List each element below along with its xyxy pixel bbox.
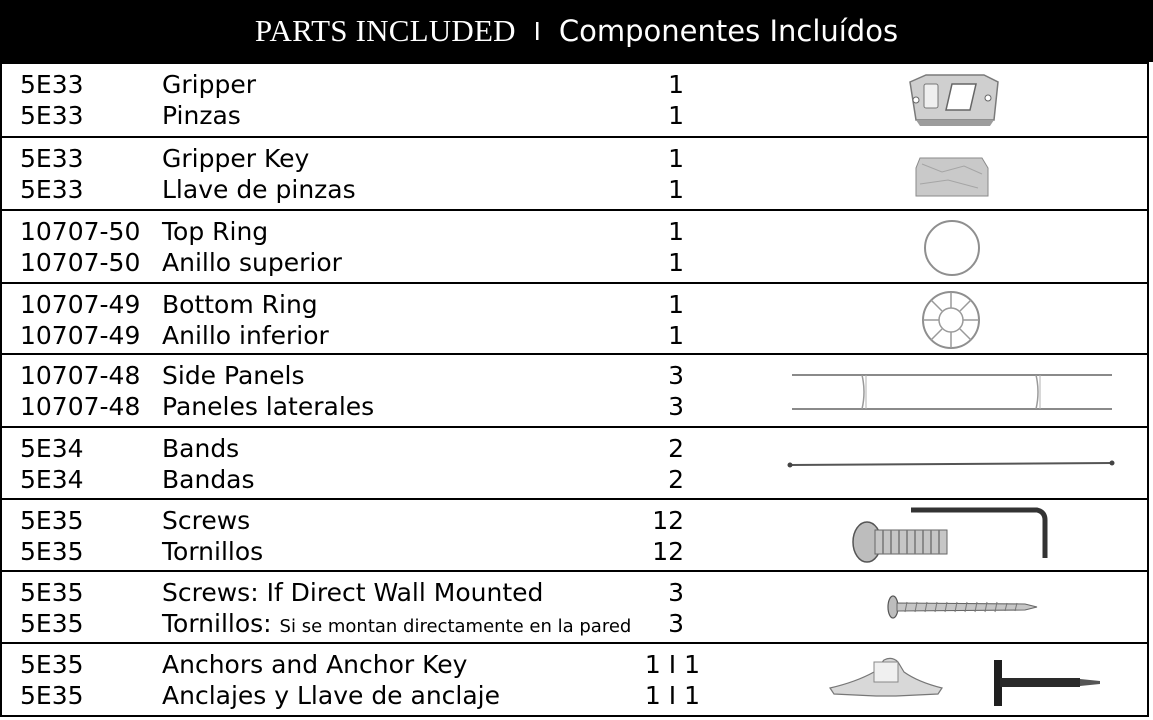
part-qty: 1 <box>668 175 684 204</box>
part-code: 5E35 <box>20 578 84 607</box>
table-row <box>0 62 1149 136</box>
part-code: 5E35 <box>20 681 84 710</box>
part-qty: 1 <box>668 248 684 277</box>
anchors-and-anchor-key-illustration <box>826 652 1106 714</box>
side-panels-illustration <box>790 367 1115 417</box>
screws-and-hex-key-illustration <box>845 504 1055 568</box>
part-name-en: Screws <box>162 506 251 535</box>
part-code: 10707-49 <box>20 321 141 350</box>
part-name-en: Screws: If Direct Wall Mounted <box>162 578 544 607</box>
table-row <box>0 353 1149 426</box>
part-qty: 1 <box>668 144 684 173</box>
part-qty: 1 <box>668 217 684 246</box>
part-code: 5E35 <box>20 506 84 535</box>
part-code: 5E33 <box>20 144 84 173</box>
table-row <box>0 570 1149 642</box>
part-qty: 1 I 1 <box>644 681 700 710</box>
part-name-es: Anclajes y Llave de anclaje <box>162 681 501 710</box>
part-code: 5E34 <box>20 465 84 494</box>
part-qty: 12 <box>652 537 684 566</box>
part-code: 5E35 <box>20 609 84 638</box>
part-name-es <box>162 609 631 642</box>
part-name-es: Llave de pinzas <box>162 175 356 204</box>
part-name-en: Bottom Ring <box>162 290 318 319</box>
part-name-es-label: Tornillos: <box>162 609 272 638</box>
header-title-en: PARTS INCLUDED <box>254 13 516 48</box>
table-row <box>0 426 1149 498</box>
table-header <box>0 0 1153 62</box>
part-name-en: Bands <box>162 434 240 463</box>
part-code: 5E33 <box>20 175 84 204</box>
part-name-es: Pinzas <box>162 101 241 130</box>
part-qty: 1 <box>668 101 684 130</box>
part-code: 5E33 <box>20 70 84 99</box>
part-name-es: Anillo inferior <box>162 321 329 350</box>
part-name-en: Gripper <box>162 70 256 99</box>
part-qty: 3 <box>668 609 684 638</box>
part-name-es: Bandas <box>162 465 255 494</box>
wall-screw-illustration <box>885 592 1041 622</box>
part-name-en: Anchors and Anchor Key <box>162 650 468 679</box>
part-name-es-note: Si se montan directamente en la pared <box>279 616 632 637</box>
part-code: 10707-50 <box>20 217 141 246</box>
part-qty: 1 I 1 <box>644 650 700 679</box>
part-qty: 1 <box>668 290 684 319</box>
gripper-illustration <box>900 70 1010 132</box>
part-name-es: Tornillos <box>162 537 264 566</box>
part-code: 5E35 <box>20 537 84 566</box>
part-code: 10707-48 <box>20 392 141 421</box>
part-code: 10707-48 <box>20 361 141 390</box>
part-qty: 2 <box>668 434 684 463</box>
table-row <box>0 209 1149 282</box>
part-name-es: Paneles laterales <box>162 392 375 421</box>
part-code: 10707-50 <box>20 248 141 277</box>
table-row <box>0 642 1149 717</box>
table-row <box>0 136 1149 209</box>
part-code: 5E33 <box>20 101 84 130</box>
top-ring-illustration <box>920 217 984 279</box>
part-qty: 1 <box>668 70 684 99</box>
gripper-key-illustration <box>912 154 992 202</box>
part-qty: 3 <box>668 392 684 421</box>
table-row <box>0 282 1149 353</box>
part-qty: 3 <box>668 361 684 390</box>
part-name-en: Top Ring <box>162 217 269 246</box>
header-separator: I <box>533 15 541 46</box>
part-code: 5E35 <box>20 650 84 679</box>
part-qty: 3 <box>668 578 684 607</box>
part-name-es: Anillo superior <box>162 248 342 277</box>
part-code: 10707-49 <box>20 290 141 319</box>
part-qty: 2 <box>668 465 684 494</box>
part-name-en: Side Panels <box>162 361 305 390</box>
table-row <box>0 498 1149 570</box>
bottom-ring-illustration <box>918 289 984 351</box>
part-qty: 12 <box>652 506 684 535</box>
part-code: 5E34 <box>20 434 84 463</box>
part-name-en: Gripper Key <box>162 144 310 173</box>
bands-illustration <box>786 456 1116 472</box>
part-qty: 1 <box>668 321 684 350</box>
header-title-es: Componentes Incluídos <box>558 14 899 48</box>
